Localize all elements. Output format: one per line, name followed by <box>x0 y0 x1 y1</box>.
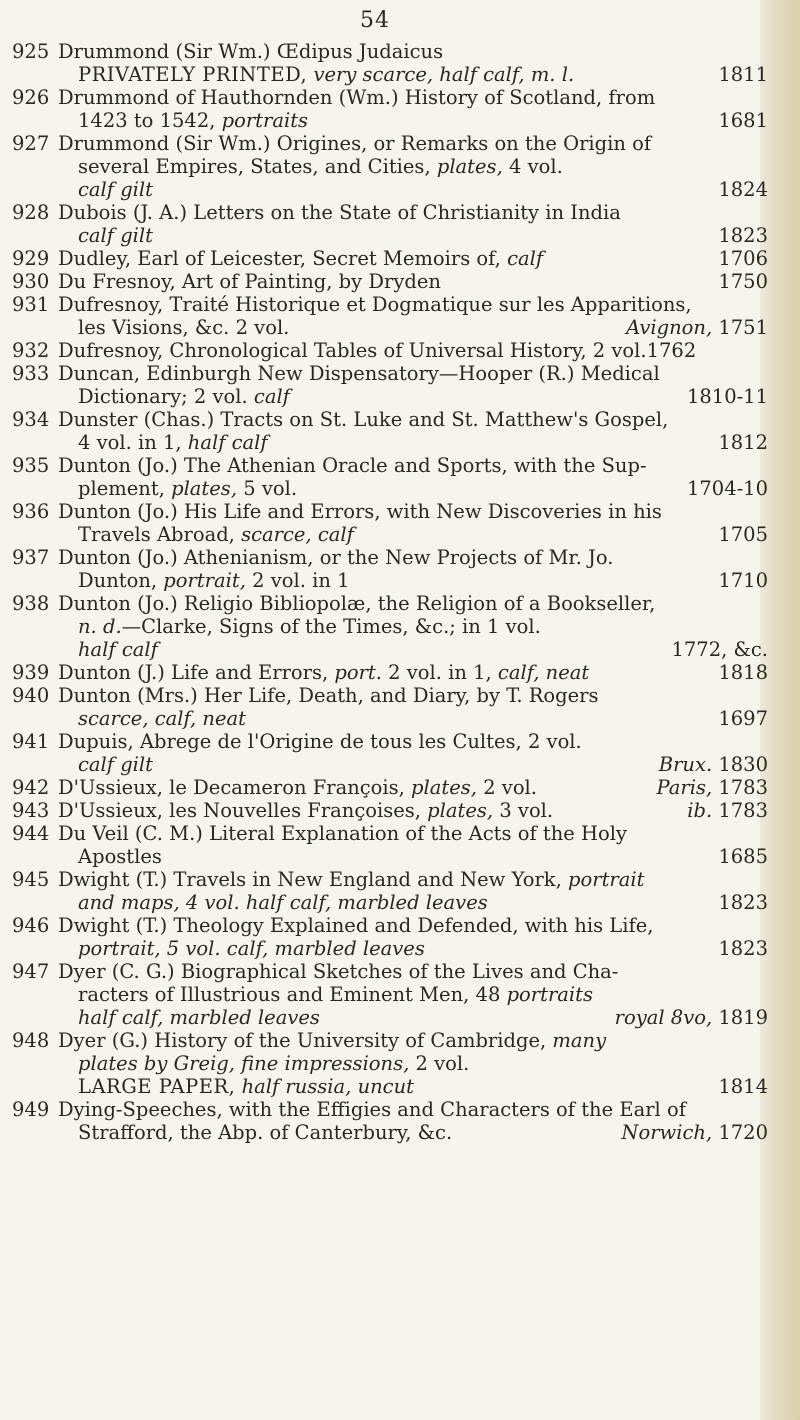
entry-detail: 1423 to 1542, <box>78 109 216 132</box>
entry-title: Dunton (Jo.) Religio Bibliopolæ, the Religion of a Bookseller, <box>58 592 656 615</box>
entry-binding: half calf <box>78 638 158 661</box>
entry-detail: PRIVATELY PRINTED, <box>78 63 308 86</box>
entry-detail: plates, <box>430 155 503 178</box>
list-item <box>0 799 790 822</box>
entry-title: Drummond (Sir Wm.) Origines, or Remarks on the Origin of <box>58 132 652 155</box>
entry-title: Dunton (Mrs.) Her Life, Death, and Diary, by T. Rogers <box>58 684 599 707</box>
entry-detail: Travels Abroad, <box>78 523 235 546</box>
entry-binding: half calf, marbled leaves <box>78 1006 320 1029</box>
list-item <box>0 684 790 730</box>
entry-year: 1706 <box>718 247 768 270</box>
entry-place: Brux. <box>658 753 713 776</box>
entry-detail: several Empires, States, and Cities, <box>78 155 431 178</box>
catalogue-entries <box>0 40 790 1144</box>
list-item <box>0 201 790 247</box>
entry-detail: Apostles <box>78 845 162 868</box>
entry-detail: 2 vol. in 1, <box>381 661 492 684</box>
list-item <box>0 500 790 546</box>
entry-detail: 3 vol. <box>493 799 554 822</box>
entry-detail: plates, <box>404 776 477 799</box>
entry-detail: n. d. <box>78 615 122 638</box>
list-item <box>0 960 790 1029</box>
entry-number: 933 <box>12 362 50 385</box>
list-item <box>0 592 790 661</box>
entry-detail: very scarce, half calf, m. l. <box>307 63 575 86</box>
entry-binding: calf gilt <box>78 224 153 247</box>
entry-year: 1823 <box>718 891 768 914</box>
list-item <box>0 1029 790 1098</box>
entry-title: Dunton (J.) Life and Errors, <box>58 661 329 684</box>
list-item <box>0 914 790 960</box>
entry-binding: scarce, calf <box>234 523 354 546</box>
entry-number: 932 <box>12 339 50 362</box>
entry-title: Dupuis, Abrege de l'Origine de tous les Cultes, 2 vol. <box>58 730 582 753</box>
entry-number: 940 <box>12 684 50 707</box>
entry-year: 1814 <box>718 1075 768 1098</box>
entry-binding: calf <box>500 247 544 270</box>
entry-detail: —Clarke, Signs of the Times, &c.; in 1 vol. <box>121 615 541 638</box>
list-item <box>0 546 790 592</box>
entry-number: 937 <box>12 546 50 569</box>
list-item <box>0 293 790 339</box>
entry-title: Dunton (Jo.) Athenianism, or the New Projects of Mr. Jo. <box>58 546 614 569</box>
entry-detail: portraits <box>215 109 309 132</box>
entry-number: 936 <box>12 500 50 523</box>
entry-title: Dubois (J. A.) Letters on the State of Christianity in India <box>58 201 621 224</box>
list-item <box>0 868 790 914</box>
entry-detail: Dunton, <box>78 569 158 592</box>
entry-year: 1685 <box>718 845 768 868</box>
entry-place: royal 8vo, <box>614 1006 713 1029</box>
entry-title: Drummond (Sir Wm.) Œdipus Judaicus <box>58 40 444 63</box>
list-item <box>0 661 790 684</box>
entry-place: Avignon, <box>626 316 713 339</box>
entry-number: 931 <box>12 293 50 316</box>
entry-number: 930 <box>12 270 50 293</box>
entry-detail: 2 vol. <box>477 776 537 799</box>
entry-number: 941 <box>12 730 50 753</box>
entry-binding: calf gilt <box>78 753 153 776</box>
entry-year: 1705 <box>718 523 768 546</box>
entry-number: 947 <box>12 960 50 983</box>
entry-year: 1783 <box>718 799 768 822</box>
entry-title: Dunton (Jo.) The Athenian Oracle and Sports, with the Sup- <box>58 454 647 477</box>
list-item <box>0 270 790 293</box>
entry-year: 1704-10 <box>686 477 768 500</box>
page-number: 54 <box>360 8 390 33</box>
entry-detail: plates, <box>164 477 238 500</box>
entry-binding: half russia, uncut <box>235 1075 414 1098</box>
list-item <box>0 362 790 408</box>
entry-detail: portrait <box>561 868 645 891</box>
entry-title: D'Ussieux, les Nouvelles Françoises, <box>58 799 421 822</box>
entry-title: Dunton (Jo.) His Life and Errors, with New Discoveries in his <box>58 500 662 523</box>
entry-year: 1830 <box>718 753 768 776</box>
list-item <box>0 1098 790 1144</box>
entry-number: 939 <box>12 661 50 684</box>
entry-title: Dwight (T.) Theology Explained and Defended, with his Life, <box>58 914 654 937</box>
list-item <box>0 40 790 86</box>
entry-year: 1811 <box>718 63 768 86</box>
entry-number: 938 <box>12 592 50 615</box>
list-item <box>0 822 790 868</box>
entry-year: 1681 <box>718 109 768 132</box>
list-item <box>0 408 790 454</box>
entry-number: 943 <box>12 799 50 822</box>
entry-binding: calf <box>247 385 290 408</box>
entry-title: Dying-Speeches, with the Effigies and Characters of the Earl of <box>58 1098 686 1121</box>
entry-detail: plement, <box>78 477 165 500</box>
entry-number: 934 <box>12 408 50 431</box>
entry-place: Paris, <box>656 776 713 799</box>
entry-year: 1810-11 <box>686 385 768 408</box>
entry-title: Dunster (Chas.) Tracts on St. Luke and St. Matthew's Gospel, <box>58 408 669 431</box>
entry-detail: plates by Greig, fine impressions, <box>78 1052 410 1075</box>
entry-year: 1812 <box>718 431 768 454</box>
entry-number: 946 <box>12 914 50 937</box>
entry-binding: calf, neat <box>491 661 590 684</box>
entry-title: Dufresnoy, Traité Historique et Dogmatique sur les Apparitions, <box>58 293 692 316</box>
entry-binding: and maps, 4 vol. half calf, marbled leaves <box>78 891 488 914</box>
entry-detail: portrait, <box>157 569 246 592</box>
entry-place: Norwich, <box>621 1121 713 1144</box>
entry-title: Duncan, Edinburgh New Dispensatory—Hooper (R.) Medical <box>58 362 660 385</box>
entry-number: 927 <box>12 132 50 155</box>
entry-year: 1819 <box>718 1006 768 1029</box>
entry-year: 1818 <box>718 661 768 684</box>
entry-binding: scarce, calf, neat <box>78 707 246 730</box>
entry-title: Du Veil (C. M.) Literal Explanation of the Acts of the Holy <box>58 822 627 845</box>
entry-detail: many <box>546 1029 607 1052</box>
entry-binding: calf gilt <box>78 178 153 201</box>
entry-title: Drummond of Hauthornden (Wm.) History of Scotland, from <box>58 86 656 109</box>
entry-year: 1710 <box>718 569 768 592</box>
entry-year: 1772, &c. <box>671 638 768 661</box>
list-item <box>0 730 790 776</box>
entry-number: 948 <box>12 1029 50 1052</box>
entry-detail: LARGE PAPER, <box>78 1075 236 1098</box>
entry-detail: 5 vol. <box>237 477 298 500</box>
entry-detail: racters of Illustrious and Eminent Men, 48 <box>78 983 501 1006</box>
entry-title: Dyer (G.) History of the University of Cambridge, <box>58 1029 547 1052</box>
entry-detail: Strafford, the Abp. of Canterbury, &c. <box>78 1121 453 1144</box>
list-item <box>0 247 790 270</box>
entry-year: 1823 <box>718 224 768 247</box>
entry-year: 1783 <box>718 776 768 799</box>
entry-number: 944 <box>12 822 50 845</box>
entry-number: 928 <box>12 201 50 224</box>
entry-year: 1750 <box>718 270 768 293</box>
entry-year: 1823 <box>718 937 768 960</box>
list-item <box>0 776 790 799</box>
entry-binding: half calf <box>181 431 268 454</box>
entry-number: 935 <box>12 454 50 477</box>
entry-year: 1720 <box>718 1121 768 1144</box>
entry-place: ib. <box>687 799 713 822</box>
entry-title: D'Ussieux, le Decameron François, <box>58 776 405 799</box>
list-item <box>0 86 790 132</box>
entry-year: 1697 <box>718 707 768 730</box>
entry-detail: 2 vol. in 1 <box>245 569 350 592</box>
list-item <box>0 454 790 500</box>
entry-detail: 2 vol. <box>409 1052 470 1075</box>
entry-binding: portrait, 5 vol. calf, marbled leaves <box>78 937 425 960</box>
entry-number: 925 <box>12 40 50 63</box>
entry-title: Dufresnoy, Chronological Tables of Universal History, 2 vol.1762 <box>58 339 697 362</box>
entry-detail: plates, <box>420 799 494 822</box>
list-item <box>0 132 790 201</box>
entry-detail: Dictionary; 2 vol. <box>78 385 248 408</box>
entry-detail: 4 vol. in 1, <box>78 431 182 454</box>
entry-detail: portraits <box>500 983 593 1006</box>
entry-detail: port. <box>328 661 382 684</box>
entry-year: 1824 <box>718 178 768 201</box>
entry-detail: 4 vol. <box>502 155 563 178</box>
entry-year: 1751 <box>718 316 768 339</box>
entry-number: 945 <box>12 868 50 891</box>
entry-title: Dudley, Earl of Leicester, Secret Memoirs of, <box>58 247 501 270</box>
entry-title: Du Fresnoy, Art of Painting, by Dryden <box>58 270 441 293</box>
entry-number: 942 <box>12 776 50 799</box>
entry-detail: les Visions, &c. 2 vol. <box>78 316 290 339</box>
entry-number: 929 <box>12 247 50 270</box>
entry-title: Dwight (T.) Travels in New England and New York, <box>58 868 562 891</box>
entry-number: 926 <box>12 86 50 109</box>
list-item <box>0 339 790 362</box>
entry-title: Dyer (C. G.) Biographical Sketches of the Lives and Cha- <box>58 960 619 983</box>
entry-number: 949 <box>12 1098 50 1121</box>
